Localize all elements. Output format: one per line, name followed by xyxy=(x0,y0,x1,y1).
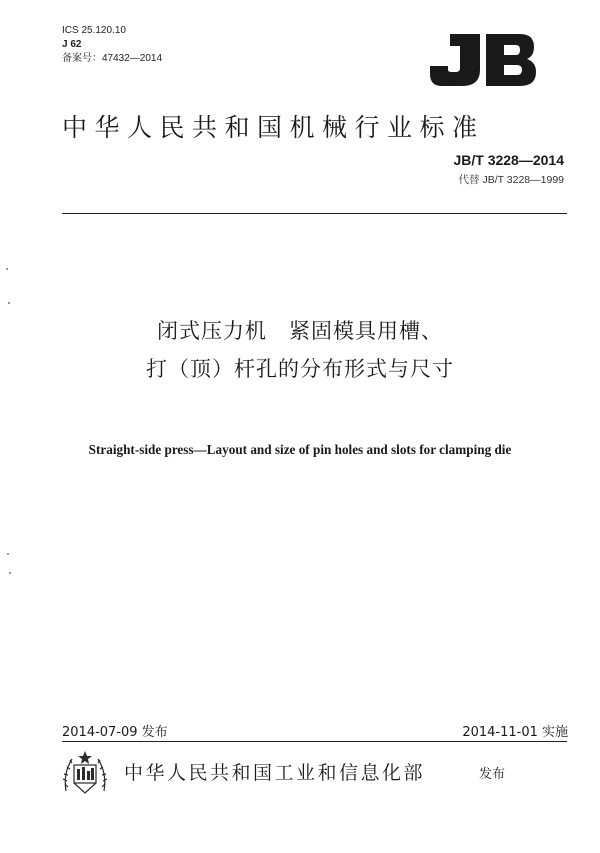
scan-speck xyxy=(6,268,8,270)
implementation-date: 2014-11-01 实施 xyxy=(462,725,568,740)
replaces-standard: 代替 JB/T 3228—1999 xyxy=(458,174,564,186)
ics-code: ICS 25.120.10 xyxy=(62,25,126,36)
document-title-line-2: 打（顶）杆孔的分布形式与尺寸 xyxy=(146,357,454,381)
classification-code: J 62 xyxy=(62,39,82,50)
record-number: 备案号：47432—2014 xyxy=(62,53,163,64)
ministry-emblem-icon xyxy=(60,747,110,799)
release-label: 发布 xyxy=(479,767,506,782)
header-divider xyxy=(62,213,567,214)
scan-speck xyxy=(7,553,9,555)
english-title: Straight-side press—Layout and size of pin holes and slots for clamping die xyxy=(88,442,512,457)
document-title-line-1: 闭式压力机 紧固模具用槽、 xyxy=(157,319,443,343)
issuing-ministry: 中华人民共和国工业和信息化部 xyxy=(124,762,426,784)
footer-divider xyxy=(62,741,567,742)
scan-speck xyxy=(9,572,11,574)
issue-date: 2014-07-09 发布 xyxy=(62,725,168,740)
standard-number: JB/T 3228—2014 xyxy=(453,152,564,168)
jb-logo-icon xyxy=(428,32,540,88)
scan-speck xyxy=(8,302,10,304)
industry-standard-title: 中华人民共和国机械行业标准 xyxy=(62,113,485,142)
